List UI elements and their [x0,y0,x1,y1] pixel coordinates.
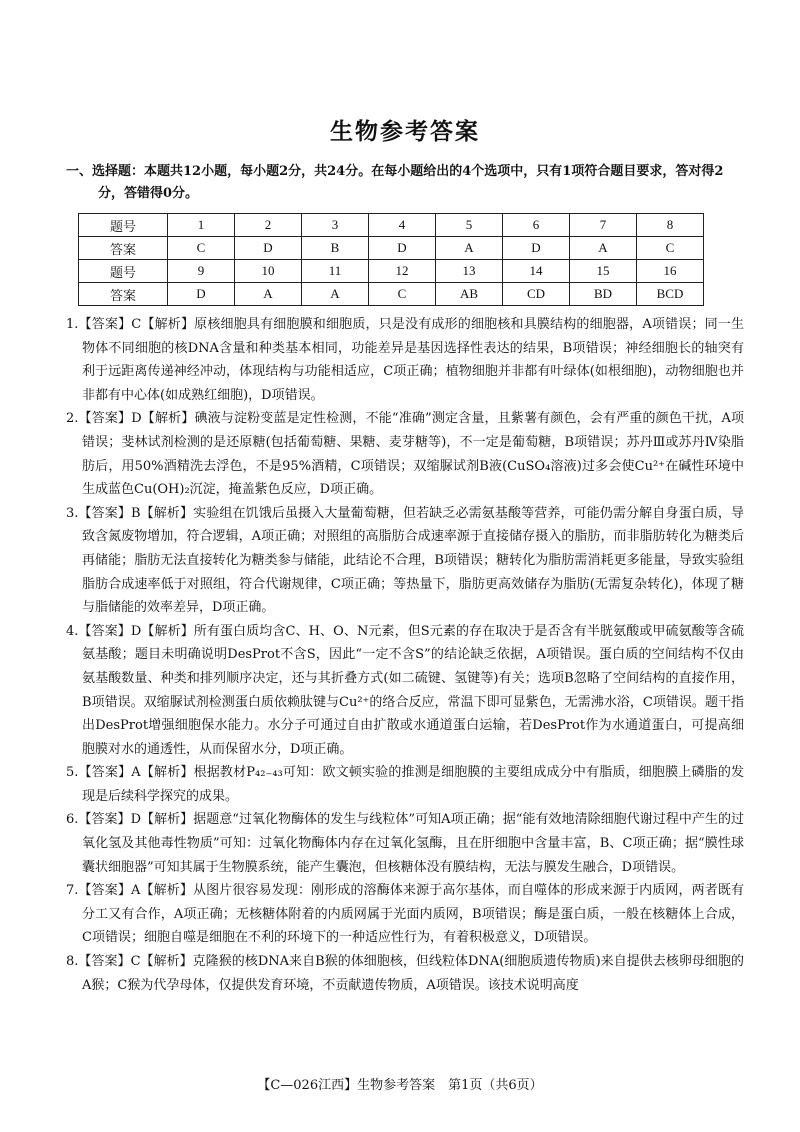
section-heading: 一、选择题：本题共12小题，每小题2分，共24分。在每小题给出的4个选项中，只有1项符合题目要求，答对得2分，答错得0分。 [66,164,724,201]
table-cell: D [503,237,570,260]
table-cell: 7 [570,214,637,237]
table-cell: 16 [637,260,704,283]
table-cell: A [302,283,369,306]
table-cell: A [436,237,503,260]
answer-explanation: 1.【答案】C【解析】原核细胞具有细胞膜和细胞质，只是没有成形的细胞核和具膜结构的细胞器，A项错误；同一生物体不同细胞的核DNA含量和种类基本相同，功能差异是基因选择性表达的结果，B项错误；神经细胞长的轴突有利于远距离传递神经冲动，体现结构与功能相适应，C项正确；植物细胞并非都有叶绿体(如根细胞)，动物细胞也并非都有中心体(如成熟红细胞)，D项错误。 [66,317,744,403]
table-cell: BCD [637,283,704,306]
page-footer: 【C—026江西】生物参考答案 第1页（共6页） [257,1078,543,1093]
row-header-cell: 题号 [79,214,168,237]
answer-table [78,213,704,306]
table-row [79,260,704,283]
table-row [79,237,704,260]
table-cell: D [168,283,235,306]
table-cell: 10 [235,260,302,283]
answer-explanation: 8.【答案】C【解析】克隆猴的核DNA来自B猴的体细胞核，但线粒体DNA(细胞质遗传物质)来自提供去核卵母细胞的A猴；C猴为代孕母体，仅提供发育环境，不贡献遗传物质，A项错误。该技术说明高度 [66,954,744,993]
answer-explanation: 5.【答案】A【解析】根据教材P₄₂₋₄₃可知：欧文顿实验的推测是细胞膜的主要组成成分中有脂质，细胞膜上磷脂的发现是后续科学探究的成果。 [66,765,744,804]
table-cell: 14 [503,260,570,283]
answer-explanation: 6.【答案】D【解析】据题意“过氧化物酶体的发生与线粒体”可知A项正确；据“能有效地清除细胞代谢过程中产生的过氧化氢及其他毒性物质”可知：过氧化物酶体内存在过氧化氢酶，且在肝细胞中含量丰富，B、C项正确；据“膜性球囊状细胞器”可知其属于生物膜系统，能产生囊泡，但核糖体没有膜结构，无法与膜发生融合，D项错误。 [66,812,744,875]
table-cell: 4 [369,214,436,237]
table-cell: 11 [302,260,369,283]
table-cell: 1 [168,214,235,237]
answer-explanation: 3.【答案】B【解析】实验组在饥饿后虽摄入大量葡萄糖，但若缺乏必需氨基酸等营养，可能仍需分解自身蛋白质，导致含氮废物增加，符合逻辑，A项正确；对照组的高脂肪合成速率源于直接储存摄入的脂肪，而非脂肪转化为糖类后再储能；脂肪无法直接转化为糖类参与储能，此结论不合理，B项错误；糖转化为脂肪需消耗更多能量，导致实验组脂肪合成速率低于对照组，符合代谢规律，C项正确；等热量下，脂肪更高效储存为脂肪(无需复杂转化)，体现了糖与脂储能的效率差异，D项正确。 [66,505,744,616]
table-cell: 5 [436,214,503,237]
table-cell: 6 [503,214,570,237]
table-cell: BD [570,283,637,306]
explanation-list [66,313,744,997]
table-cell: 13 [436,260,503,283]
table-cell: D [369,237,436,260]
table-row [79,283,704,306]
table-cell: 9 [168,260,235,283]
answer-explanation: 7.【答案】A【解析】从图片很容易发现：刚形成的溶酶体来源于高尔基体，而自噬体的形成来源于内质网，两者既有分工又有合作，A项正确；无核糖体附着的内质网属于光面内质网，B项错误；酶是蛋白质，一般在核糖体上合成，C项错误；细胞自噬是细胞在不利的环境下的一种适应性行为，有着积极意义，D项错误。 [66,883,744,946]
table-cell: CD [503,283,570,306]
answer-explanation: 4.【答案】D【解析】所有蛋白质均含C、H、O、N元素，但S元素的存在取决于是否含有半胱氨酸或甲硫氨酸等含硫氨基酸；题目未明确说明DesProt不含S，因此“一定不含S”的结论缺乏依据，A项错误。蛋白质的空间结构不仅由氨基酸数量、种类和排列顺序决定，还与其折叠方式(如二硫键、氢键等)有关；选项B忽略了空间结构的直接作用，B项错误。双缩脲试剂检测蛋白质依赖肽键与Cu²⁺的络合反应，常温下即可显紫色，无需沸水浴，C项错误。题干指出DesProt增强细胞保水能力。水分子可通过自由扩散或水通道蛋白运输，若DesProt作为水通道蛋白，可提高细胞膜对水的通透性，从而保留水分，D项正确。 [66,623,744,757]
table-cell: C [369,283,436,306]
page-title: 生物参考答案 [330,118,480,145]
table-cell: D [235,237,302,260]
row-header-cell: 答案 [79,237,168,260]
table-row [79,214,704,237]
table-cell: C [637,237,704,260]
table-cell: B [302,237,369,260]
table-cell: A [235,283,302,306]
answer-explanation: 2.【答案】D【解析】碘液与淀粉变蓝是定性检测，不能“准确”测定含量，且紫薯有颜色，会有严重的颜色干扰，A项错误；斐林试剂检测的是还原糖(包括葡萄糖、果糖、麦芽糖等)，不一定是葡萄糖，B项错误；苏丹Ⅲ或苏丹Ⅳ染脂肪后，用50%酒精洗去浮色，不是95%酒精，C项错误；双缩脲试剂B液(CuSO₄溶液)过多会使Cu²⁺在碱性环境中生成蓝色Cu(OH)₂沉淀，掩盖紫色反应，D项正确。 [66,411,744,498]
table-cell: AB [436,283,503,306]
table-cell: A [570,237,637,260]
table-cell: 15 [570,260,637,283]
table-cell: 12 [369,260,436,283]
table-cell: 2 [235,214,302,237]
table-cell: C [168,237,235,260]
row-header-cell: 题号 [79,260,168,283]
table-cell: 8 [637,214,704,237]
row-header-cell: 答案 [79,283,168,306]
table-cell: 3 [302,214,369,237]
